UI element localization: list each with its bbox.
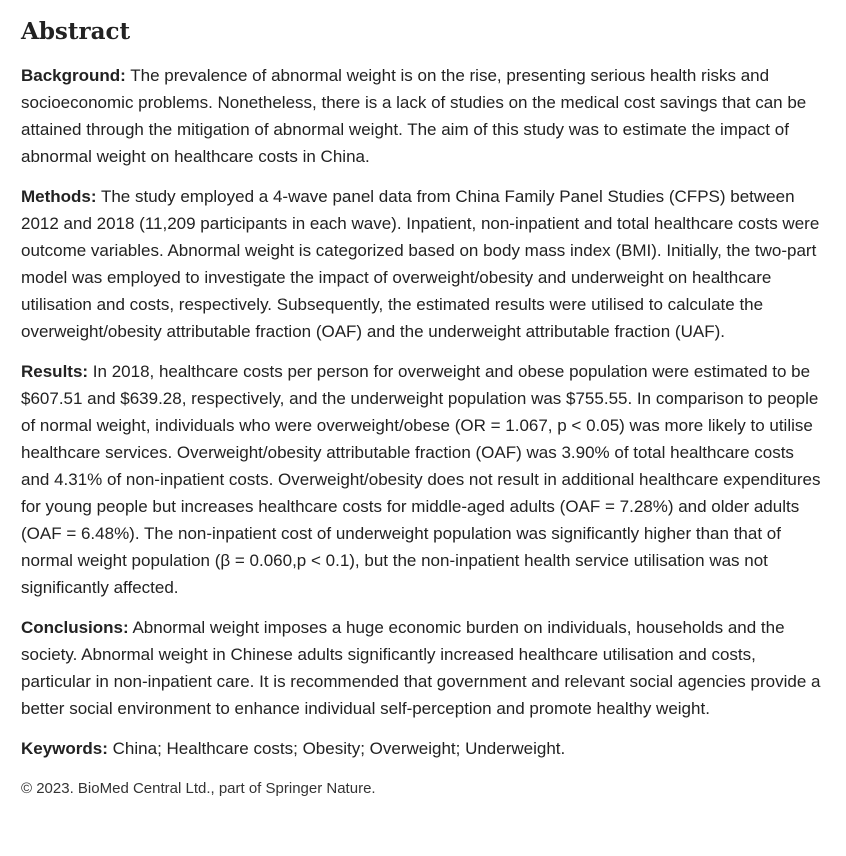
- background-paragraph: [21, 62, 826, 170]
- section-label: Background:: [21, 66, 126, 85]
- results-paragraph: [21, 358, 826, 601]
- section-text: Abnormal weight imposes a huge economic burden on individuals, households and the society. Abnormal weight in Chinese adults significantly increased healthcare utilisation and costs, particular in non-inpatient care. It is recommended that government and relevant social agencies provide a better social environment to enhance individual self-perception and promote healthy weight.: [21, 618, 821, 718]
- section-label: Keywords:: [21, 739, 108, 758]
- abstract-heading: Abstract: [21, 18, 131, 45]
- conclusions-paragraph: [21, 614, 826, 722]
- copyright: © 2023. BioMed Central Ltd., part of Springer Nature.: [21, 780, 376, 797]
- section-text: In 2018, healthcare costs per person for overweight and obese population were estimated to be $607.51 and $639.28, respectively, and the underweight population was $755.55. In comparison to people of normal weight, individuals who were overweight/obese (OR = 1.067, p < 0.05) was more likely to utilise healthcare services. Overweight/obesity attributable fraction (OAF) was 3.90% of total healthcare costs and 4.31% of non-inpatient costs. Overweight/obesity does not result in additional healthcare expenditures for young people but increases healthcare costs for middle-aged adults (OAF = 7.28%) and older adults (OAF = 6.48%). The non-inpatient cost of underweight population was significantly higher than that of normal weight population (β = 0.060,p < 0.1), but the non-inpatient health service utilisation was not significantly affected.: [21, 362, 821, 597]
- methods-paragraph: [21, 183, 826, 345]
- section-text: The study employed a 4-wave panel data from China Family Panel Studies (CFPS) between 2012 and 2018 (11,209 participants in each wave). Inpatient, non-inpatient and total healthcare costs were outcome variables. Abnormal weight is categorized based on body mass index (BMI). Initially, the two-part model was employed to investigate the impact of overweight/obesity and underweight on healthcare utilisation and costs, respectively. Subsequently, the estimated results were utilised to calculate the overweight/obesity attributable fraction (OAF) and the underweight attributable fraction (UAF).: [21, 187, 820, 341]
- section-label: Methods:: [21, 187, 97, 206]
- section-text: China; Healthcare costs; Obesity; Overweight; Underweight.: [107, 739, 566, 758]
- section-label: Conclusions:: [21, 618, 129, 637]
- section-label: Results:: [21, 362, 89, 381]
- keywords-paragraph: [21, 735, 826, 762]
- section-text: The prevalence of abnormal weight is on the rise, presenting serious health risks and socioeconomic problems. Nonetheless, there is a lack of studies on the medical cost savings that can be attained through the mitigation of abnormal weight. The aim of this study was to estimate the impact of abnormal weight on healthcare costs in China.: [21, 66, 807, 166]
